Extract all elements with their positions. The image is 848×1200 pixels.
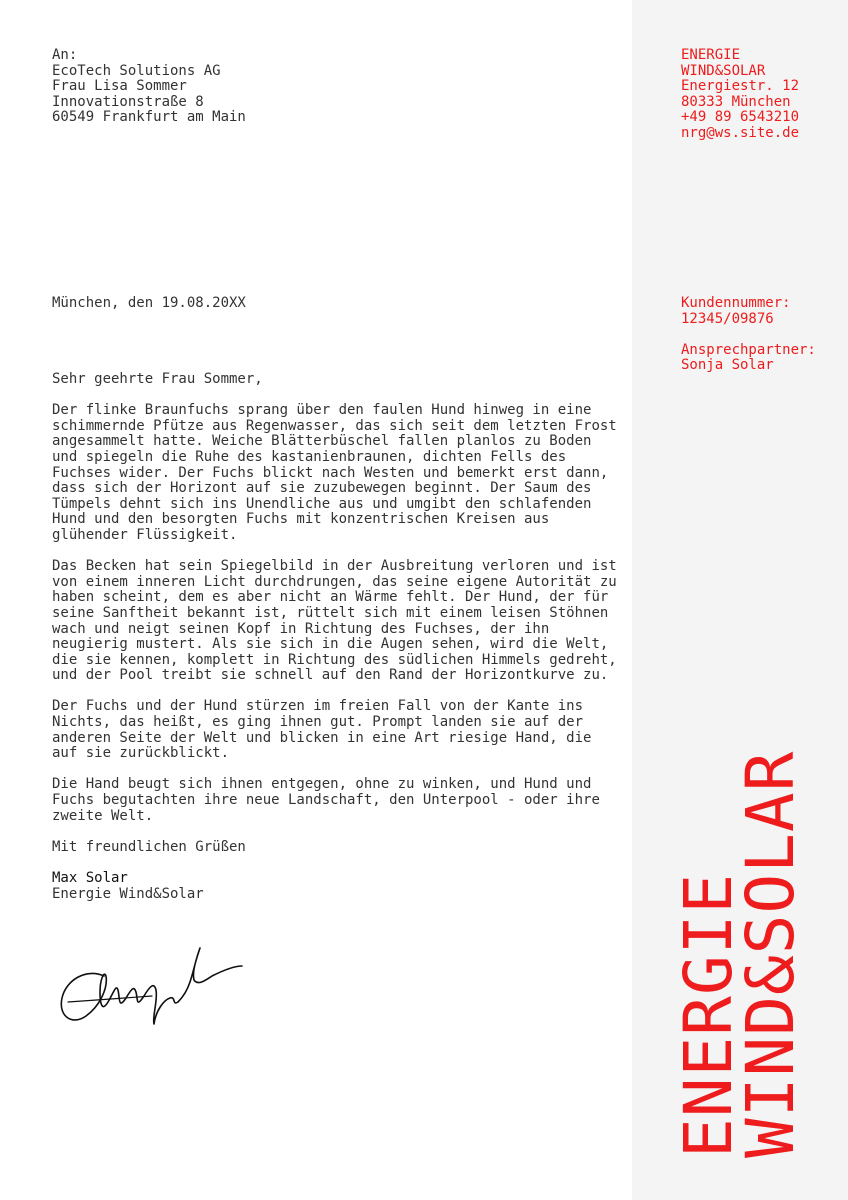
body-paragraph: Der Fuchs und der Hund stürzen im freien Fall von der Kante ins Nichts, das heißt, es ging ihnen gut. Prompt landen sie auf der anderen Seite der Welt und blicken in eine Art riesige Hand, die auf sie zurückblickt. [52,698,592,762]
brand-logo-vertical [670,750,809,1158]
signer-name: Max Solar [52,870,128,886]
signer-company: Energie Wind&Solar [52,885,204,902]
body-paragraph: Die Hand beugt sich ihnen entgegen, ohne zu winken, und Hund und Fuchs begutachten ihre neue Landschaft, den Unterpool - oder ihre zweite Welt. [52,776,600,824]
date-line: München, den 19.08.20XX [52,295,246,311]
body-paragraph: Das Becken hat sein Spiegelbild in der Ausbreitung verloren und ist von einem inneren Licht durchdrungen, das seine eigene Autorität zu haben scheint, dem es aber nicht an Wärme fehlt. Der Hund, der für seine Sanftheit bekannt ist, rüttelt sich mit einem leisen Stöhnen wach und neigt seinen Kopf in Richtung des Fuchses, der ihn neugierig mustert. Als sie sich in die Augen sehen, wird die Welt, die sie kennen, komplett in Richtung des südlichen Himmels gedreht, und der Pool treibt sie schnell auf den Rand der Horizontkurve zu. [52,558,617,684]
customer-number-value: 12345/09876 [681,310,774,327]
closing: Mit freundlichen Grüßen [52,838,246,855]
sender-line: 80333 München [681,93,791,110]
sender-line: Energiestr. 12 [681,78,800,95]
sender-line: +49 89 6543210 [681,109,800,126]
customer-number-label: Kundennummer: [681,295,791,311]
contact-person-label: Ansprechpartner: [681,341,816,358]
recipient-line: Frau Lisa Sommer [52,78,187,95]
reference-info [681,296,816,374]
handwritten-signature [56,940,256,1035]
sender-line: WIND&SOLAR [681,62,766,79]
recipient-address [52,48,246,126]
letter-body [52,372,617,902]
sender-line: ENERGIE [681,47,741,63]
brand-line-1: ENERGIE [670,872,747,1158]
body-paragraph: Der flinke Braunfuchs sprang über den faulen Hund hinweg in eine schimmernde Pfütze aus Regenwasser, das sich seit dem letzten Frost angesammelt hatte. Weiche Blätterbüschel fallen planlos zu Boden und spiegeln die Ruhe des kastanienbraunen, dichten Fells des Fuchses wider. Der Fuchs blickt nach Westen und bemerkt erst dann, dass sich der Horizont auf sie zuzubewegen beginnt. Der Saum des Tümpels dehnt sich ins Unendliche aus und umgibt den schlafenden Hund und den besorgten Fuchs mit konzentrischen Kreisen aus glühender Flüssigkeit. [52,402,617,543]
brand-line-2: WIND&SOLAR [732,750,809,1158]
recipient-line: 60549 Frankfurt am Main [52,109,246,126]
contact-person-value: Sonja Solar [681,357,774,374]
sender-email[interactable]: nrg@ws.site.de [681,124,800,141]
sender-address [681,48,799,142]
salutation: Sehr geehrte Frau Sommer, [52,371,263,387]
recipient-line: EcoTech Solutions AG [52,62,221,79]
recipient-line: Innovationstraße 8 [52,93,204,110]
recipient-line: An: [52,47,78,63]
